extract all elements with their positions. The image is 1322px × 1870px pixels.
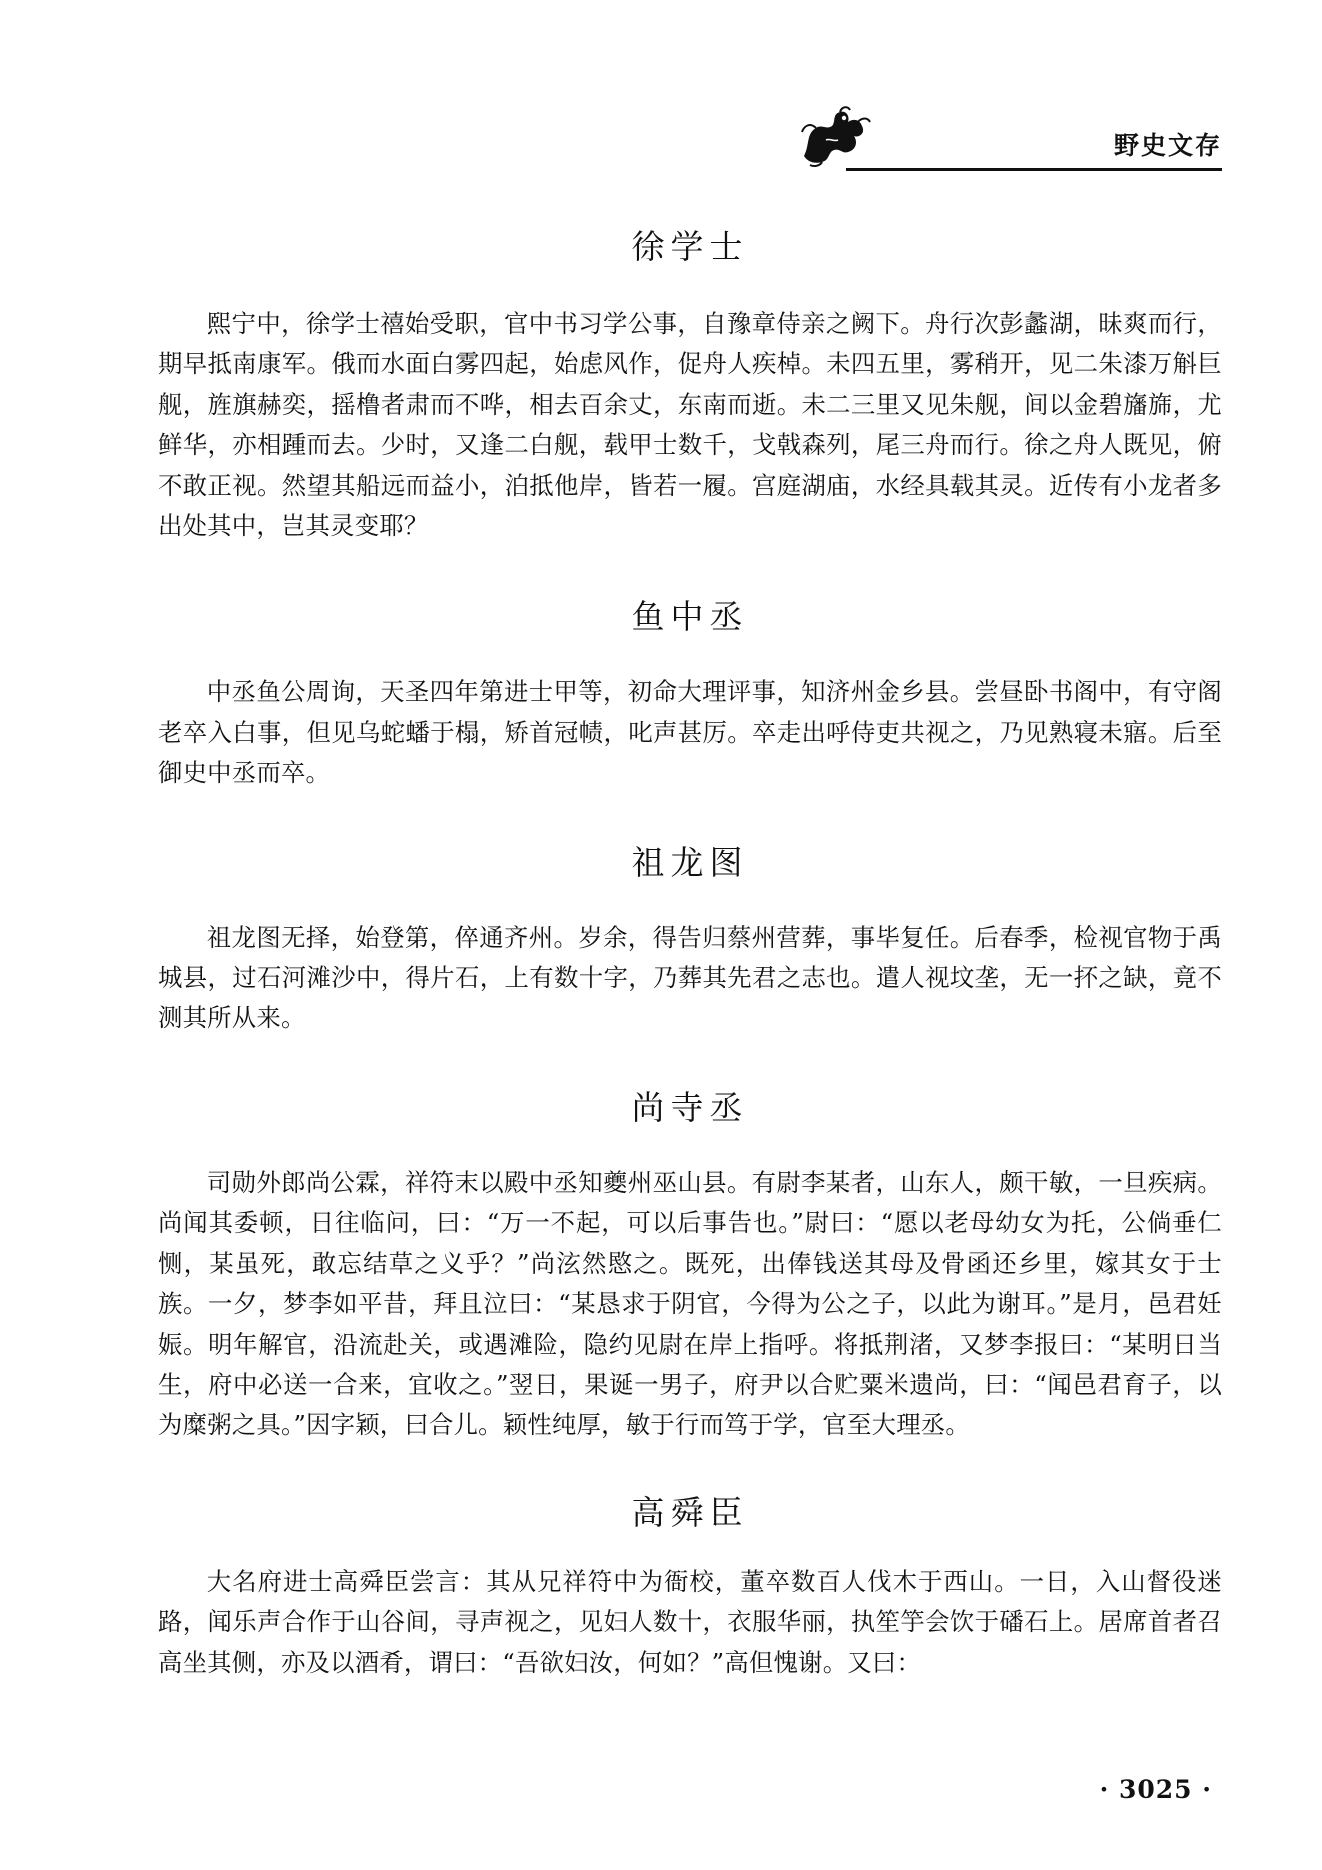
section-gao-shunchen — [158, 1488, 1222, 1683]
article-body — [158, 222, 1222, 1683]
section-paragraph: 熙宁中，徐学士禧始受职，官中书习学公事，自豫章侍亲之阙下。舟行次彭蠡湖，昧爽而行，期早抵南康军。俄而水面白雾四起，始虑风作，促舟人疾棹。未四五里，雾稍开，见二朱漆万斛巨舰，旌旗赫奕，摇橹者肃而不哗，相去百余丈，东南而逝。未二三里又见朱舰，间以金碧旛旆，尤鲜华，亦相踵而去。少时，又逢二白舰，载甲士数千，戈戟森列，尾三舟而行。徐之舟人既见，俯不敢正视。然望其船远而益小，泊抵他岸，皆若一履。宫庭湖庙，水经具载其灵。近传有小龙者多出处其中，岂其灵变耶？ — [158, 309, 1222, 541]
section-zu-longtu — [158, 838, 1222, 1039]
section-title: 尚寺丞 — [631, 1087, 749, 1127]
series-title: 野史文存 — [1113, 131, 1222, 160]
section-title: 鱼中丞 — [631, 597, 749, 637]
section-title: 高舜臣 — [631, 1492, 749, 1532]
section-shang-sicheng — [158, 1083, 1222, 1446]
page-number: · 3025 · — [1099, 1775, 1212, 1804]
section-title: 祖龙图 — [631, 842, 749, 882]
section-yu-zhongcheng — [158, 592, 1222, 793]
page-header — [796, 98, 1222, 170]
section-title: 徐学士 — [631, 227, 749, 266]
section-paragraph: 司勋外郎尚公霖，祥符末以殿中丞知夔州巫山县。有尉李某者，山东人，颇干敏，一旦疾病。尚闻其委顿，日往临问，曰：“万一不起，可以后事告也。”尉曰：“愿以老母幼女为托，公倘垂仁恻，某虽死，敢忘结草之义乎？”尚泫然愍之。既死，出俸钱送其母及骨函还乡里，嫁其女于士族。一夕，梦李如平昔，拜且泣曰：“某恳求于阴官，今得为公之子，以此为谢耳。”是月，邑君妊娠。明年解官，沿流赴关，或遇滩险，隐约见尉在岸上指呼。将抵荆渚，又梦李报曰：“某明日当生，府中必送一合来，宜收之。”翌日，果诞一男子，府尹以合贮粟米遗尚，曰：“闻邑君育子，以为糜粥之具。”因字颖，曰合儿。颖性纯厚，敏于行而笃于学，官至大理丞。 — [158, 1167, 1222, 1440]
header-rule — [846, 168, 1222, 171]
dragon-emblem-icon — [796, 104, 874, 168]
section-paragraph: 祖龙图无择，始登第，倅通齐州。岁余，得告归蔡州营葬，事毕复任。后春季，检视官物于禹城县，过石河滩沙中，得片石，上有数十字，乃葬其先君之志也。遣人视坟垄，无一抔之缺，竟不测其所从来。 — [158, 922, 1222, 1033]
section-xu-xueshi — [158, 222, 1222, 546]
section-paragraph: 大名府进士高舜臣尝言：其从兄祥符中为衙校，董卒数百人伐木于西山。一日，入山督役迷路，闻乐声合作于山谷间，寻声视之，见妇人数十，衣服华丽，执笙竽会饮于磻石上。居席首者召高坐其侧，亦及以酒肴，谓曰：“吾欲妇汝，何如？”高但愧谢。又曰： — [158, 1566, 1222, 1677]
section-paragraph: 中丞鱼公周询，天圣四年第进士甲等，初命大理评事，知济州金乡县。尝昼卧书阁中，有守阁老卒入白事，但见乌蛇蟠于榻，矫首冠帻，叱声甚厉。卒走出呼侍吏共视之，乃见熟寝未寤。后至御史中丞而卒。 — [158, 677, 1222, 788]
